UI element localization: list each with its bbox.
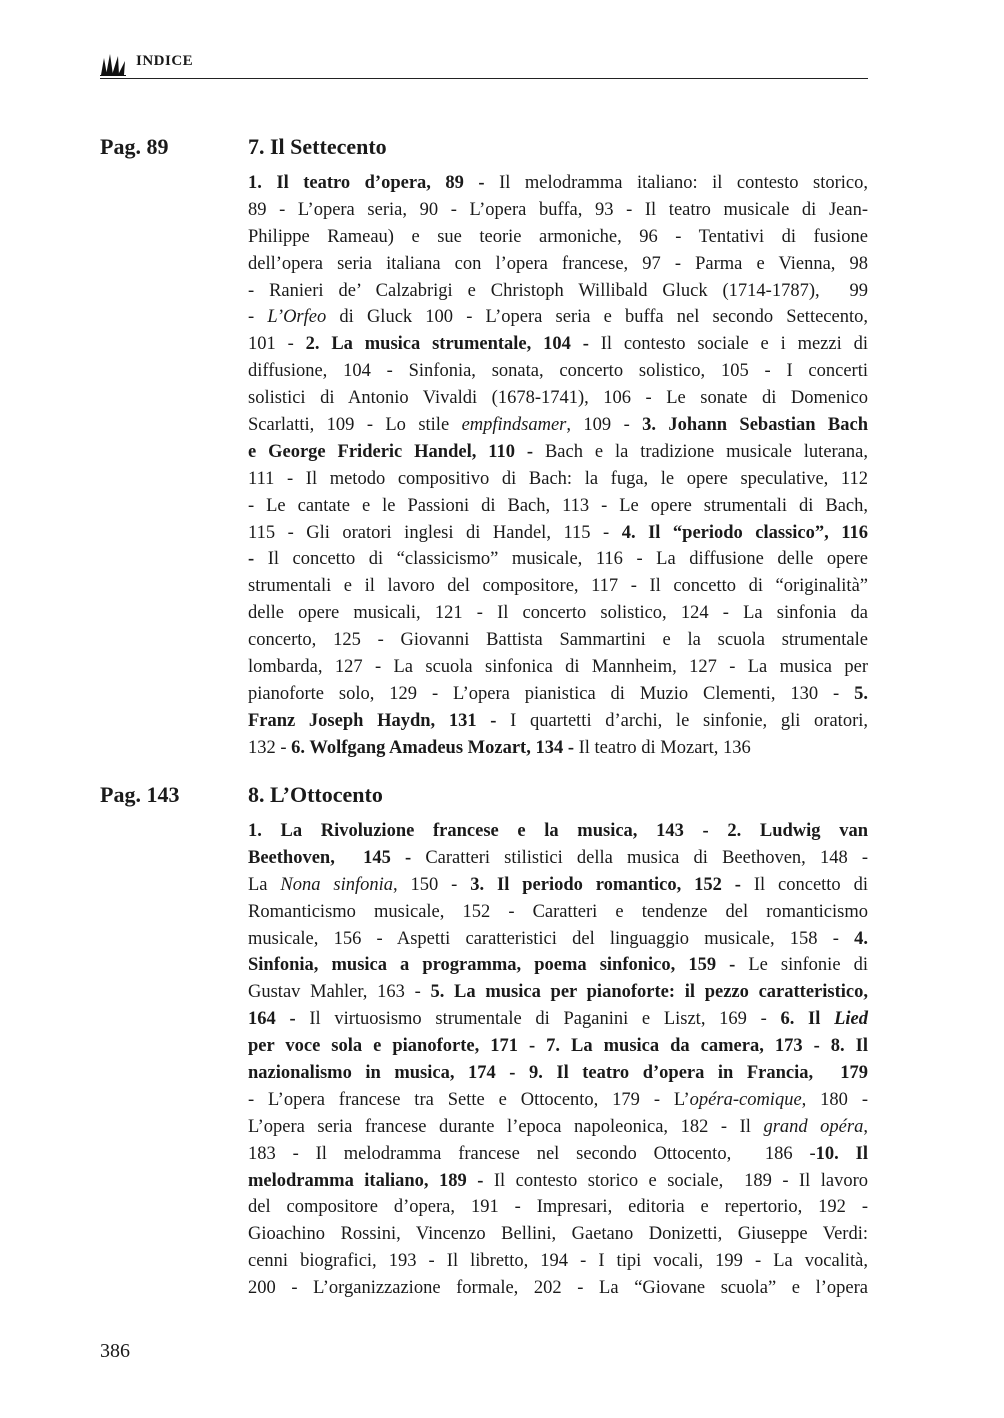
entry-line [248, 818, 868, 845]
entry-text: Il contesto sociale e i mezzi di [600, 334, 868, 355]
entry-line [248, 573, 868, 600]
entry-text: 1. Il teatro d’opera, 89 - [248, 173, 500, 193]
entry-line [248, 1006, 868, 1033]
entry-text: 6. Il [780, 1009, 835, 1030]
entry-line [248, 385, 868, 412]
entry-text: 200 - L’organizzazione formale, 202 - La “Giovane scuola” e l’opera [248, 1278, 868, 1299]
entry-text: Bach e la tradizione musicale luterana, [544, 441, 868, 462]
entry-line [248, 278, 868, 305]
entry-text: Beethoven, 145 - [248, 847, 426, 868]
entry-text: Lied [834, 1009, 868, 1030]
entry-line [248, 358, 868, 385]
entry-text: , 150 - [393, 874, 471, 895]
entry-text: del compositore d’opera, 191 - Impresari, editoria e repertorio, 192 - [248, 1197, 868, 1218]
entry-line [248, 654, 868, 681]
entry-text: per voce sola e pianoforte, 171 - 7. La musica da camera, 173 - 8. Il [248, 1036, 868, 1057]
entry-line [248, 1087, 868, 1114]
entry-text: Gustav Mahler, 163 - [248, 982, 431, 1003]
entry-text: concerto, 125 - Giovanni Battista Sammartini e la scuola strumentale [248, 630, 868, 651]
entry-text: La [248, 874, 281, 895]
entry-text: 4. Il “periodo classico”, 116 [621, 522, 869, 543]
entry-text: Il virtuosismo strumentale di Paganini e Liszt, 169 - [309, 1009, 781, 1030]
entry-line [248, 1033, 868, 1060]
entry-text: - [248, 549, 268, 570]
entry-line [248, 1060, 868, 1087]
entry-line [248, 493, 868, 520]
entry-text: Romanticismo musicale, 152 - Caratteri e tendenze del romanticismo [248, 901, 868, 922]
entry-line [248, 735, 868, 762]
entry-line [248, 197, 868, 224]
entry-text: diffusione, 104 - Sinfonia, sonata, concerto solistico, 105 - I concerti [248, 361, 868, 382]
entry-text: 6. Wolfgang Amadeus Mozart, 134 - [291, 737, 579, 758]
entry-text: 4. [854, 928, 868, 949]
entry-text: Il concetto di [753, 874, 868, 895]
chapter-title: 8. L’Ottocento [248, 782, 383, 807]
chapter-entries [248, 170, 868, 762]
entry-text: L’opera seria francese durante l’epoca napoleonica, 182 - Il [248, 1116, 764, 1137]
running-header [100, 50, 868, 79]
entry-line [248, 952, 868, 979]
entry-line [248, 708, 868, 735]
entry-text: musicale, 156 - Aspetti caratteristici del linguaggio musicale, 158 - [248, 928, 855, 949]
entry-line [248, 899, 868, 926]
entry-text: Franz Joseph Haydn, 131 - [248, 710, 511, 731]
entry-line [248, 1114, 868, 1141]
entry-line [248, 251, 868, 278]
entry-text: Gioachino Rossini, Vincenzo Bellini, Gaetano Donizetti, Giuseppe Verdi: [248, 1224, 868, 1245]
entry-text: I quartetti d’archi, le sinfonie, gli oratori, [510, 710, 868, 731]
entry-line [248, 170, 868, 197]
entry-text: di Gluck 100 - L’opera seria e buffa nel secondo Settecento, [326, 307, 868, 328]
entry-text: 111 - Il metodo compositivo di Bach: la fuga, le opere speculative, 112 [248, 468, 868, 489]
entry-text: delle opere musicali, 121 - Il concerto solistico, 124 - La sinfonia da [248, 603, 868, 624]
entry-text: Scarlatti, 109 - Lo stile [248, 415, 462, 436]
entry-line [248, 681, 868, 708]
entry-line [248, 412, 868, 439]
entry-text: , 180 - [801, 1089, 868, 1110]
entry-text: - L’opera francese tra Sette e Ottocento, 179 - L’ [248, 1089, 690, 1110]
stylized-fan-logo-icon [100, 52, 126, 76]
entry-line [248, 466, 868, 493]
entry-text: lombarda, 127 - La scuola sinfonica di Mannheim, 127 - La musica per [248, 657, 868, 678]
entry-text: cenni biografici, 193 - Il libretto, 194 - I tipi vocali, 199 - La vocalità, [248, 1251, 868, 1272]
entry-text: Il melodramma italiano: il contesto storico, [499, 173, 868, 193]
entry-text: 5. La musica per pianoforte: il pezzo caratteristico, [430, 982, 868, 1003]
chapter-entries [248, 818, 868, 1302]
entry-text: 101 - [248, 334, 306, 355]
entry-line [248, 546, 868, 573]
entry-line [248, 224, 868, 251]
entry-line [248, 926, 868, 953]
chapter-title: 7. Il Settecento [248, 134, 387, 159]
entry-line [248, 600, 868, 627]
entry-text: Nona sinfonia [280, 874, 394, 895]
entry-text: Le sinfonie di [748, 955, 868, 976]
entry-text: melodramma italiano, 189 - [248, 1170, 494, 1191]
page-reference: Pag. 89 [100, 134, 169, 159]
entry-line [248, 439, 868, 466]
entry-line [248, 979, 868, 1006]
entry-text: e George Frideric Handel, 110 - [248, 441, 545, 462]
entry-text: L’Orfeo [267, 307, 327, 328]
entry-text: 89 - L’opera seria, 90 - L’opera buffa, 93 - Il teatro musicale di Jean- [248, 199, 868, 220]
entry-text: 2. La musica strumentale, 104 - [305, 334, 601, 355]
entry-line [248, 1194, 868, 1221]
entry-text: pianoforte solo, 129 - L’opera pianistica di Muzio Clementi, 130 - [248, 683, 855, 704]
entry-text: dell’opera seria italiana con l’opera francese, 97 - Parma e Vienna, 98 [248, 253, 868, 274]
entry-text: Il teatro di Mozart, 136 [578, 737, 751, 758]
entry-line [248, 845, 868, 872]
entry-line [248, 1221, 868, 1248]
entry-text: 1. La Rivoluzione francese e la musica, 143 - 2. Ludwig van [248, 821, 868, 841]
entry-text: - [248, 307, 268, 328]
entry-line [248, 331, 868, 358]
page-reference: Pag. 143 [100, 782, 180, 807]
entry-text: - Le cantate e le Passioni di Bach, 113 - Le opere strumentali di Bach, [248, 495, 868, 516]
entry-text: , [863, 1116, 868, 1137]
entry-text: 164 - [248, 1009, 310, 1030]
entry-text: strumentali e il lavoro del compositore, 117 - Il concetto di “originalità” [248, 576, 868, 597]
entry-line [248, 1275, 868, 1302]
entry-text: opéra-comique [689, 1089, 802, 1110]
entry-line [248, 520, 868, 547]
entry-text: 115 - Gli oratori inglesi di Handel, 115 - [248, 522, 622, 543]
entry-text: 5. [854, 683, 868, 704]
entry-text: 3. Il periodo romantico, 152 - [470, 874, 754, 895]
entry-line [248, 1168, 868, 1195]
page-number: 386 [100, 1340, 130, 1362]
entry-text: , 109 - [566, 415, 643, 436]
entry-text: 3. Johann Sebastian Bach [642, 415, 868, 436]
entry-text: Caratteri stilistici della musica di Beethoven, 148 - [425, 847, 868, 868]
entry-text: 183 - Il melodramma francese nel secondo Ottocento, 186 - [248, 1143, 816, 1164]
entry-text: Il concetto di “classicismo” musicale, 116 - La diffusione delle opere [267, 549, 868, 570]
entry-text: Philippe Rameau) e sue teorie armoniche, 96 - Tentativi di fusione [248, 226, 868, 247]
entry-text: grand opéra [763, 1116, 864, 1137]
entry-text: - Ranieri de’ Calzabrigi e Christoph Willibald Gluck (1714-1787), 99 [248, 280, 868, 301]
entry-text: solistici di Antonio Vivaldi (1678-1741), 106 - Le sonate di Domenico [248, 388, 868, 409]
entry-line [248, 304, 868, 331]
entry-line [248, 1141, 868, 1168]
entry-text: 10. Il [815, 1143, 868, 1164]
header-label: INDICE [136, 53, 194, 69]
entry-line [248, 627, 868, 654]
entry-text: Il contesto storico e sociale, 189 - Il lavoro [493, 1170, 868, 1191]
entry-line [248, 872, 868, 899]
entry-line [248, 1248, 868, 1275]
entry-text: Sinfonia, musica a programma, poema sinfonico, 159 - [248, 955, 749, 976]
entry-text: empfindsamer [461, 415, 567, 436]
entry-text: nazionalismo in musica, 174 - 9. Il teatro d’opera in Francia, 179 [248, 1063, 868, 1084]
entry-text: 132 - [248, 737, 292, 758]
